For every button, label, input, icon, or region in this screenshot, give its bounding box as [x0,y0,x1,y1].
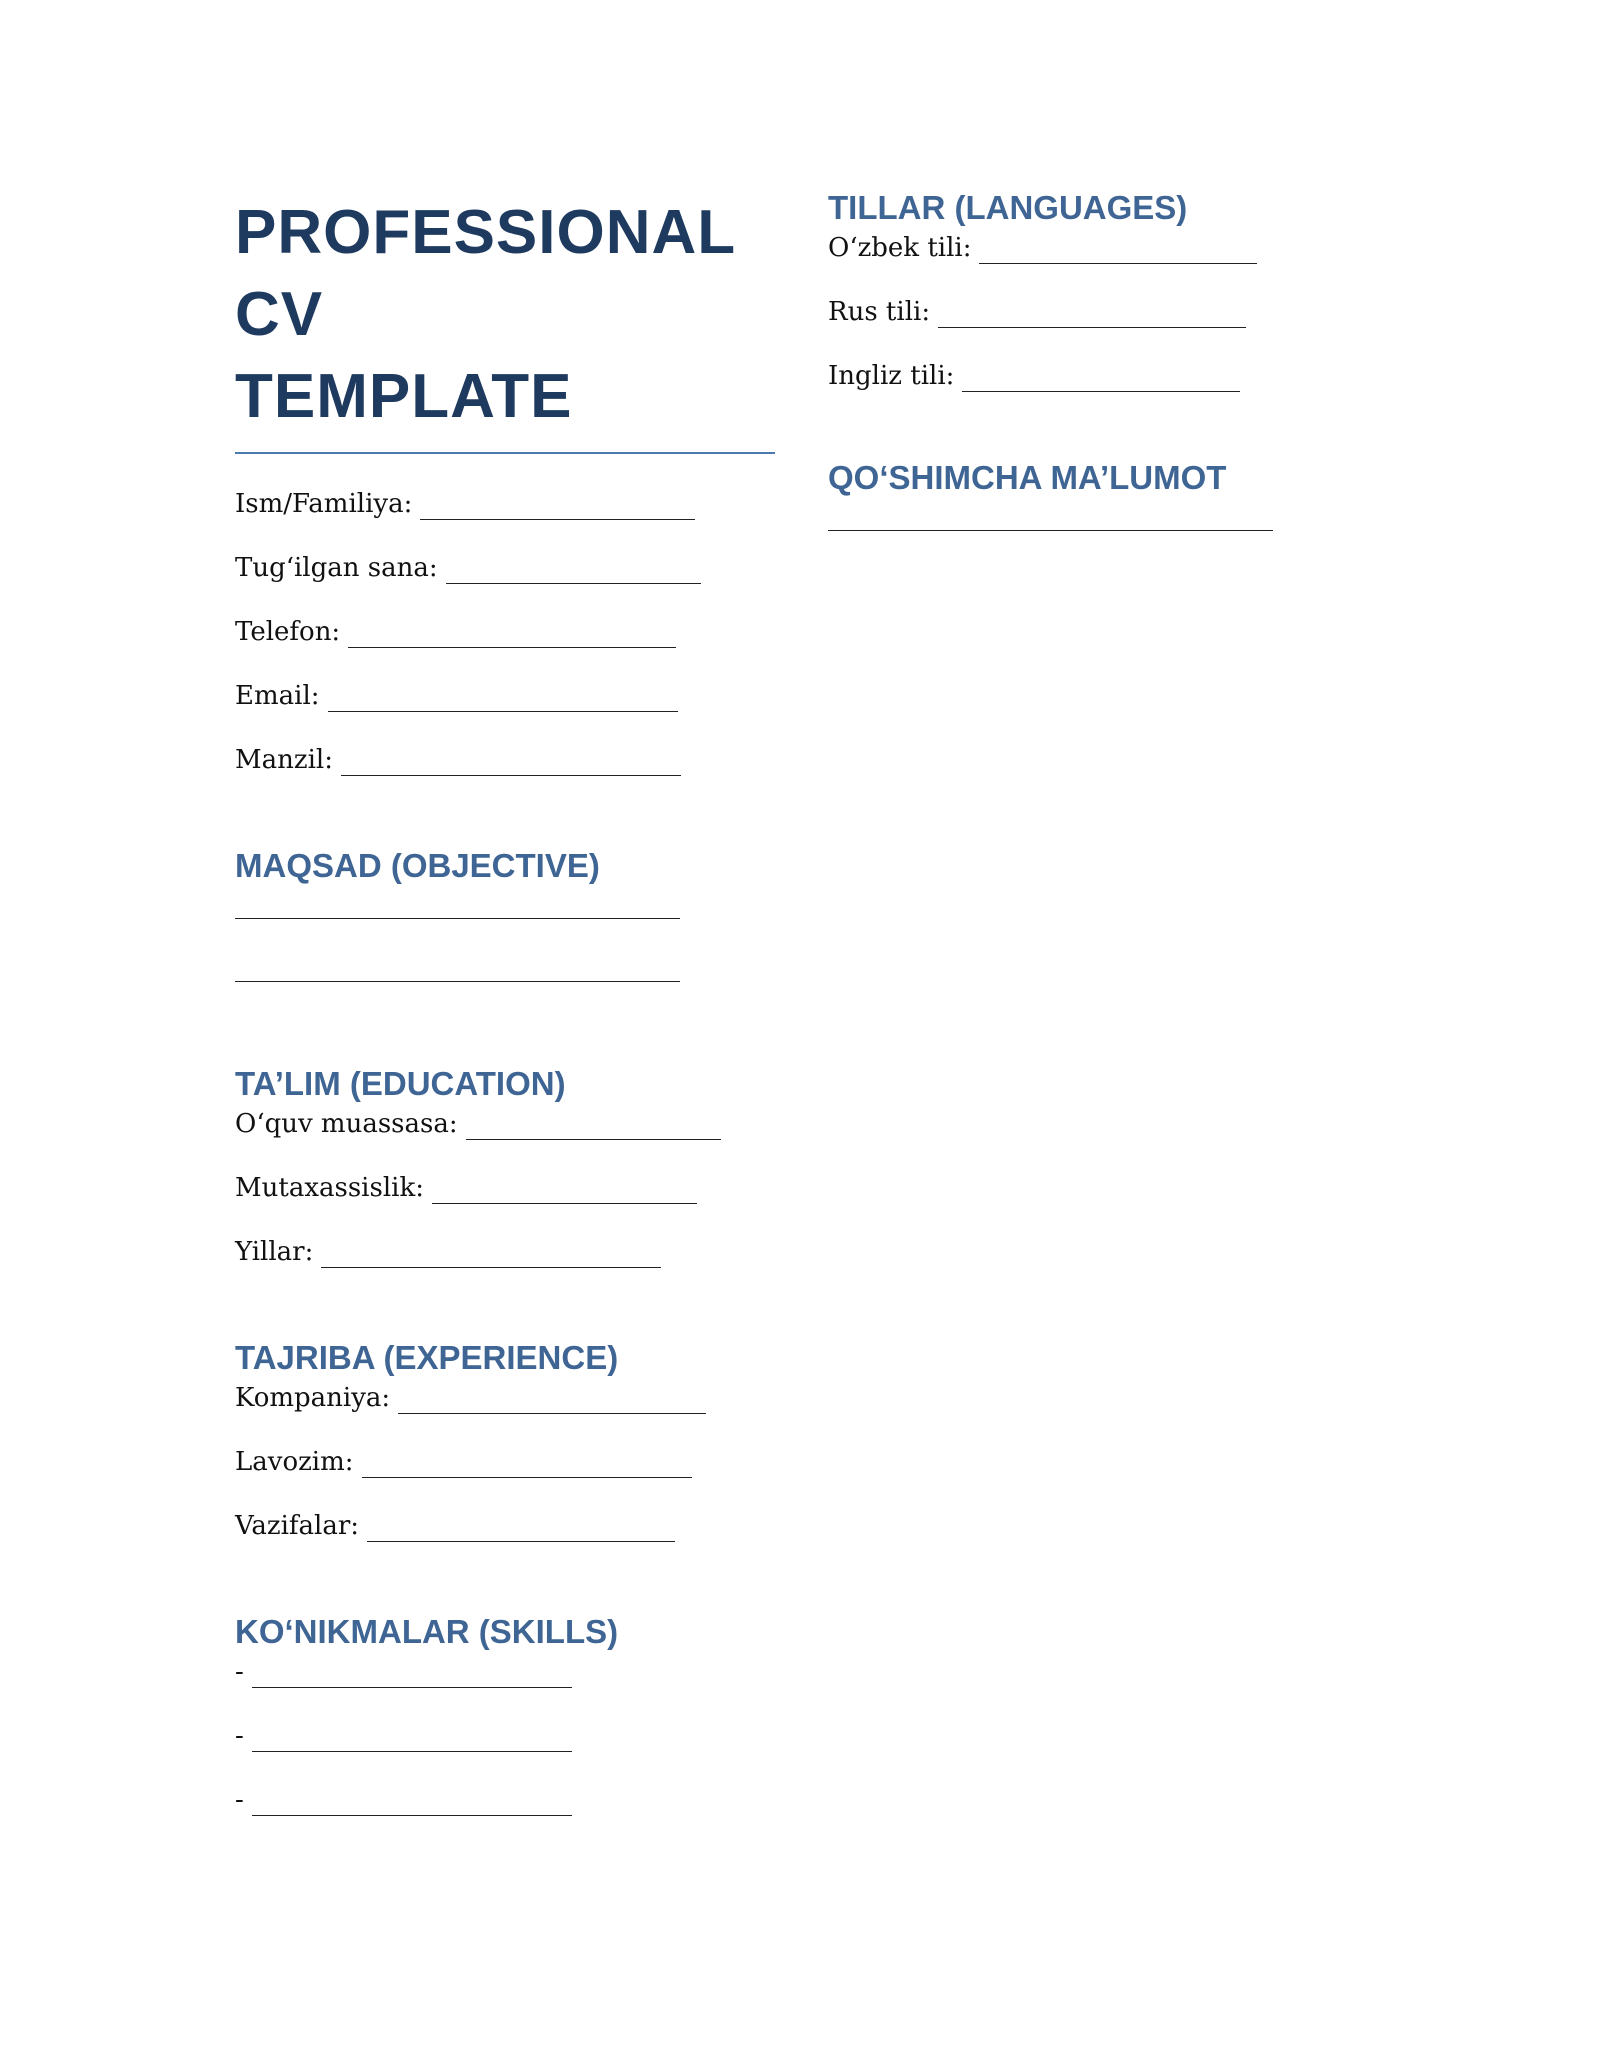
company-field[interactable] [235,1382,780,1414]
birth-date-field[interactable] [235,552,780,584]
company-blank[interactable] [398,1389,706,1414]
institution-blank[interactable] [466,1115,721,1140]
specialty-field[interactable] [235,1172,780,1204]
position-label: Lavozim: [235,1447,354,1477]
address-blank[interactable] [341,751,681,776]
birth-date-label: Tug‘ilgan sana: [235,553,438,583]
address-label: Manzil: [235,745,333,775]
name-label: Ism/Familiya: [235,489,413,519]
skills-heading: KO‘NIKMALAR (SKILLS) [235,1613,619,1650]
english-blank[interactable] [962,367,1240,392]
experience-heading: TAJRIBA (EXPERIENCE) [235,1339,619,1376]
uzbek-label: O‘zbek tili: [828,233,972,263]
languages-heading: TILLAR (LANGUAGES) [828,189,1188,226]
objective-heading: MAQSAD (OBJECTIVE) [235,847,600,884]
skill-row[interactable] [235,1656,780,1688]
address-field[interactable] [235,744,780,776]
institution-label: O‘quv muassasa: [235,1109,458,1139]
skill-blank[interactable] [252,1663,572,1688]
skill-bullet: - [235,1657,244,1687]
position-field[interactable] [235,1446,780,1478]
left-column [235,188,780,1816]
russian-label: Rus tili: [828,297,931,327]
phone-blank[interactable] [348,623,676,648]
years-blank[interactable] [321,1243,661,1268]
specialty-label: Mutaxassislik: [235,1173,424,1203]
institution-field[interactable] [235,1108,780,1140]
skill-blank[interactable] [252,1727,572,1752]
years-label: Yillar: [235,1237,314,1267]
russian-blank[interactable] [938,303,1246,328]
years-field[interactable] [235,1236,780,1268]
uzbek-blank[interactable] [979,239,1257,264]
uzbek-field[interactable] [828,232,1328,264]
english-label: Ingliz tili: [828,361,955,391]
email-blank[interactable] [328,687,678,712]
document-title [235,188,780,438]
email-field[interactable] [235,680,780,712]
skill-bullet: - [235,1721,244,1751]
objective-line-2[interactable] [235,953,680,982]
skill-blank[interactable] [252,1791,572,1816]
skill-bullet: - [235,1785,244,1815]
duties-label: Vazifalar: [235,1511,360,1541]
right-column [828,188,1328,531]
skill-row[interactable] [235,1720,780,1752]
duties-field[interactable] [235,1510,780,1542]
additional-info-line[interactable] [828,502,1273,531]
education-heading: TA’LIM (EDUCATION) [235,1065,566,1102]
phone-field[interactable] [235,616,780,648]
additional-info-heading: QO‘SHIMCHA MA’LUMOT [828,459,1227,496]
specialty-blank[interactable] [432,1179,697,1204]
title-line-2: TEMPLATE [235,362,573,431]
english-field[interactable] [828,360,1328,392]
position-blank[interactable] [362,1453,692,1478]
title-line-1: PROFESSIONAL CV [235,198,736,349]
skill-row[interactable] [235,1784,780,1816]
objective-line-1[interactable] [235,890,680,919]
phone-label: Telefon: [235,617,341,647]
duties-blank[interactable] [367,1517,675,1542]
name-blank[interactable] [420,495,695,520]
email-label: Email: [235,681,320,711]
company-label: Kompaniya: [235,1383,391,1413]
name-field[interactable] [235,488,780,520]
birth-date-blank[interactable] [446,559,701,584]
russian-field[interactable] [828,296,1328,328]
